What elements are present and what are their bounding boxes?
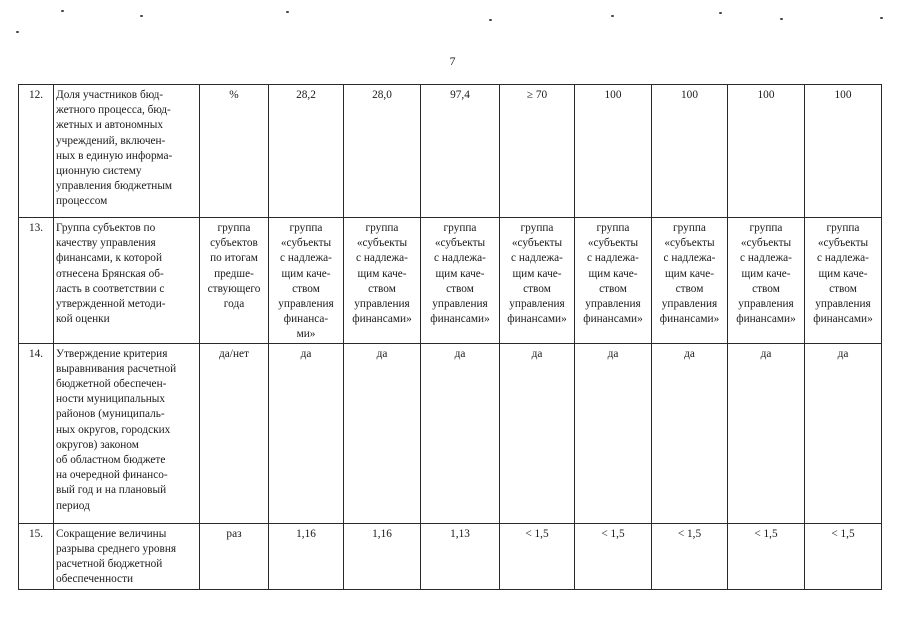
value-cell-text: группа «субъекты с надлежа- щим каче- ством управления финансами» [507, 222, 567, 326]
unit-cell [200, 523, 269, 589]
value-cell [728, 85, 805, 218]
row-number-cell [19, 218, 54, 344]
row-number-cell-text: 12. [28, 89, 44, 101]
value-cell [652, 343, 728, 523]
value-cell-text: группа «субъекты с надлежа- щим каче- ством управления финансами» [659, 222, 720, 326]
value-cell-text: да [454, 347, 466, 360]
value-cell [728, 523, 805, 589]
value-cell [500, 523, 575, 589]
indicator-name-cell [54, 85, 200, 218]
value-cell-text: группа «субъекты с надлежа- щим каче- ством управления финансами» [430, 222, 490, 326]
indicator-name-cell-text: Утверждение критерия выравнивания расчетной бюджетной обеспечен- ности муниципальных районов (муниципаль- ных округов, городских округов) законом об областном бюджете на очередной финансо- вый год и на плановый период [56, 347, 177, 512]
scan-speck [780, 18, 783, 20]
value-cell [652, 523, 728, 589]
unit-cell-text: раз [226, 527, 242, 540]
value-cell [344, 523, 421, 589]
value-cell [805, 523, 882, 589]
value-cell-text: 1,16 [372, 527, 392, 540]
indicator-name-cell-text: Группа субъектов по качеству управления финансами, к которой отнесена Брянская об- ласть в соответствии с утвержденной методи- кой оценки [56, 222, 166, 326]
row-number-cell-text: 15. [28, 527, 44, 540]
row-number-cell [19, 523, 54, 589]
table-row [19, 343, 882, 523]
value-cell-text: ≥ 70 [526, 89, 548, 101]
value-cell-text: да [376, 347, 388, 360]
row-number-cell-text: 13. [28, 222, 44, 234]
value-cell [269, 85, 344, 218]
value-cell-text: 100 [604, 89, 622, 101]
value-cell [652, 85, 728, 218]
indicator-name-cell [54, 343, 200, 523]
unit-cell [200, 343, 269, 523]
scan-speck [61, 10, 64, 12]
scan-speck [140, 15, 143, 17]
value-cell-text: 100 [757, 89, 775, 101]
value-cell-text: да [760, 347, 772, 360]
value-cell [269, 523, 344, 589]
value-cell [500, 343, 575, 523]
value-cell-text: < 1,5 [677, 527, 702, 540]
row-number-cell-text: 14. [28, 347, 44, 360]
value-cell-text: да [531, 347, 543, 360]
value-cell-text: 100 [681, 89, 698, 101]
value-cell-text: группа «субъекты с надлежа- щим каче- ством управления финансами» [583, 222, 643, 326]
value-cell-text: 97,4 [450, 89, 470, 101]
value-cell [728, 343, 805, 523]
table-row [19, 218, 882, 344]
value-cell [500, 85, 575, 218]
scan-speck [286, 11, 289, 13]
indicators-table [18, 84, 882, 590]
value-cell-text: 1,13 [450, 527, 470, 540]
value-cell [500, 218, 575, 344]
value-cell-text: да [684, 347, 695, 360]
value-cell [575, 523, 652, 589]
value-cell-text: 28,2 [296, 89, 316, 101]
unit-cell-text: группа субъектов по итогам предше- ствующего года [207, 222, 261, 311]
table-row [19, 523, 882, 589]
value-cell [421, 218, 500, 344]
value-cell-text: < 1,5 [754, 527, 778, 540]
value-cell-text: 1,16 [296, 527, 316, 540]
value-cell [421, 343, 500, 523]
unit-cell [200, 218, 269, 344]
value-cell-text: группа «субъекты с надлежа- щим каче- ством управления финансами» [352, 222, 412, 326]
scan-speck [880, 17, 883, 19]
indicator-name-cell [54, 218, 200, 344]
value-cell [805, 343, 882, 523]
value-cell [269, 218, 344, 344]
scan-speck [719, 12, 722, 14]
value-cell [575, 343, 652, 523]
value-cell-text: да [300, 347, 312, 360]
row-number-cell [19, 85, 54, 218]
value-cell [344, 343, 421, 523]
value-cell-text: группа «субъекты с надлежа- щим каче- ством управления финансами» [736, 222, 796, 326]
value-cell-text: группа «субъекты с надлежа- щим каче- ством управления финансами» [813, 222, 873, 326]
value-cell-text: группа «субъекты с надлежа- щим каче- ством управления финанса- ми» [278, 222, 334, 341]
value-cell [269, 343, 344, 523]
value-cell [652, 218, 728, 344]
value-cell [575, 85, 652, 218]
value-cell-text: < 1,5 [601, 527, 625, 540]
value-cell [805, 85, 882, 218]
value-cell [421, 85, 500, 218]
value-cell [344, 218, 421, 344]
scan-speck [489, 19, 492, 21]
value-cell-text: 28,0 [372, 89, 392, 101]
indicator-name-cell-text: Доля участников бюд- жетного процесса, бюд- жетных и автономных учреждений, включен- ных в единую информа- ционную систему управления бюджетным процессом [56, 89, 173, 208]
value-cell [421, 523, 500, 589]
scan-speck [16, 31, 19, 33]
table-row [19, 85, 882, 218]
value-cell-text: да [837, 347, 849, 360]
indicator-name-cell [54, 523, 200, 589]
table-body [19, 85, 882, 590]
unit-cell-text: да/нет [219, 347, 249, 360]
page-number: 7 [449, 54, 456, 68]
indicator-name-cell-text: Сокращение величины разрыва среднего уровня расчетной бюджетной обеспеченности [56, 527, 177, 586]
value-cell-text: < 1,5 [525, 527, 549, 540]
value-cell-text: да [607, 347, 619, 360]
row-number-cell [19, 343, 54, 523]
value-cell-text: 100 [834, 89, 852, 101]
value-cell [575, 218, 652, 344]
value-cell [344, 85, 421, 218]
unit-cell-text: % [229, 89, 239, 101]
value-cell [728, 218, 805, 344]
value-cell-text: < 1,5 [831, 527, 855, 540]
scan-speck [611, 15, 614, 17]
unit-cell [200, 85, 269, 218]
value-cell [805, 218, 882, 344]
